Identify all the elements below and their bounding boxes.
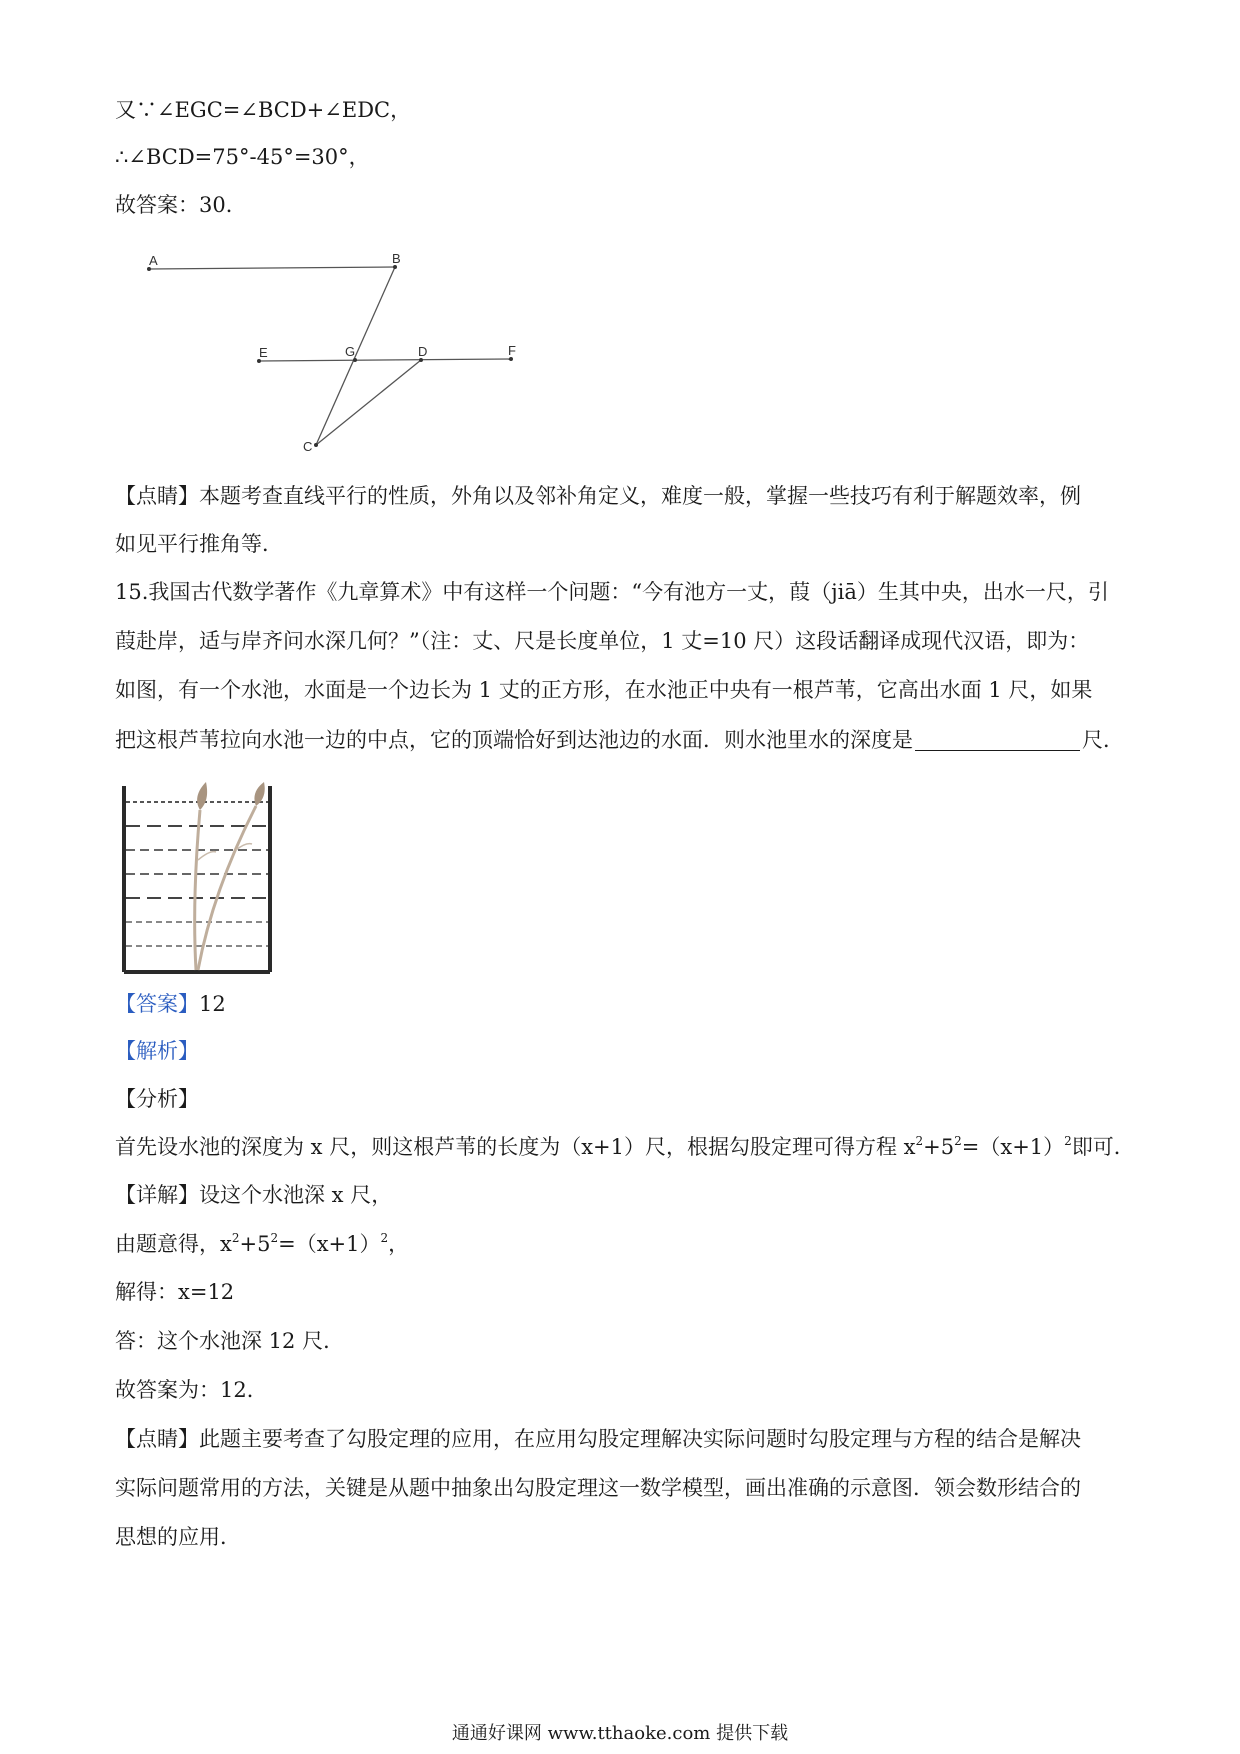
label-g: G xyxy=(345,344,356,359)
answer-label: 【答案】 xyxy=(115,992,199,1016)
answer-value: 12 xyxy=(199,992,226,1016)
text-line: 答：这个水池深 12 尺． xyxy=(115,1329,345,1353)
text-segment: 首先设水池的深度为 x 尺，则这根芦苇的长度为（x+1）尺，根据勾股定理可得方程 x xyxy=(115,1135,916,1159)
text-line: 如见平行推角等． xyxy=(115,532,283,556)
text-line: 故答案为：12． xyxy=(115,1378,268,1402)
line-cd xyxy=(316,360,421,445)
answer-line xyxy=(115,990,226,1018)
text-line: 实际问题常用的方法，关键是从题中抽象出勾股定理这一数学模型，画出准确的示意图．领会数形结合的 xyxy=(115,1476,1081,1500)
label-c: C xyxy=(303,439,313,454)
line-ef xyxy=(259,359,511,361)
page-footer: 通通好课网 www.tthaoke.com 提供下载 xyxy=(451,1723,789,1744)
label-d: D xyxy=(418,344,428,359)
analysis-label: 【解析】 xyxy=(115,1039,199,1063)
label-f: F xyxy=(508,343,516,358)
text-line xyxy=(115,1230,409,1258)
geometry-figure xyxy=(135,245,535,455)
reed xyxy=(195,782,265,970)
superscript: 2 xyxy=(915,1134,924,1148)
point-c xyxy=(314,443,318,447)
text-line: 【点睛】本题考查直线平行的性质，外角以及邻补角定义，难度一般，掌握一些技巧有利于解题效率，例 xyxy=(115,484,1081,508)
text-line: 葭赴岸，适与岸齐问水深几何？”（注：丈、尺是长度单位，1 丈=10 尺）这段话翻译成现代汉语，即为： xyxy=(115,629,1090,653)
text-segment: +5 xyxy=(239,1232,271,1256)
text-line: 【点睛】此题主要考查了勾股定理的应用，在应用勾股定理解决实际问题时勾股定理与方程的结合是解决 xyxy=(115,1427,1081,1451)
superscript: 2 xyxy=(380,1231,389,1245)
text-segment: 由题意得，x xyxy=(115,1232,232,1256)
superscript: 2 xyxy=(270,1231,279,1245)
superscript: 2 xyxy=(231,1231,240,1245)
text-segment: 即可． xyxy=(1071,1135,1135,1159)
question-15: 15.我国古代数学著作《九章算术》中有这样一个问题：“今有池方一丈，葭（jiā）生其中央，出水一尺，引 xyxy=(115,580,1109,604)
text-segment: =（x+1） xyxy=(278,1232,381,1256)
text-line: 如图，有一个水池，水面是一个边长为 1 丈的正方形，在水池正中央有一根芦苇，它高出水面 1 尺，如果 xyxy=(115,678,1093,702)
text-segment: 尺． xyxy=(1082,728,1124,752)
text-segment: 把这根芦苇拉向水池一边的中点，它的顶端恰好到达池边的水面．则水池里水的深度是 xyxy=(115,728,913,752)
text-line xyxy=(115,726,1124,754)
superscript: 2 xyxy=(1064,1134,1072,1148)
label-a: A xyxy=(149,253,158,268)
text-line: ∴∠BCD=75°-45°=30°， xyxy=(115,145,370,169)
section-heading: 【分析】 xyxy=(115,1087,199,1111)
text-segment: =（x+1） xyxy=(961,1135,1065,1159)
text-segment: ， xyxy=(388,1232,410,1256)
superscript: 2 xyxy=(954,1134,962,1148)
text-line: 又∵∠EGC=∠BCD+∠EDC， xyxy=(115,98,412,122)
answer-blank xyxy=(915,728,1080,751)
line-ab xyxy=(149,267,395,269)
text-line: 解得：x=12 xyxy=(115,1280,235,1304)
text-line: 故答案：30． xyxy=(115,193,247,217)
text-segment: +5 xyxy=(923,1135,955,1159)
label-b: B xyxy=(392,251,401,266)
line-bc xyxy=(316,267,395,445)
pool-reed-figure xyxy=(118,780,278,975)
text-line xyxy=(115,1133,1135,1161)
label-e: E xyxy=(259,345,268,360)
text-line: 【详解】设这个水池深 x 尺， xyxy=(115,1183,393,1207)
text-line: 思想的应用． xyxy=(115,1525,241,1549)
